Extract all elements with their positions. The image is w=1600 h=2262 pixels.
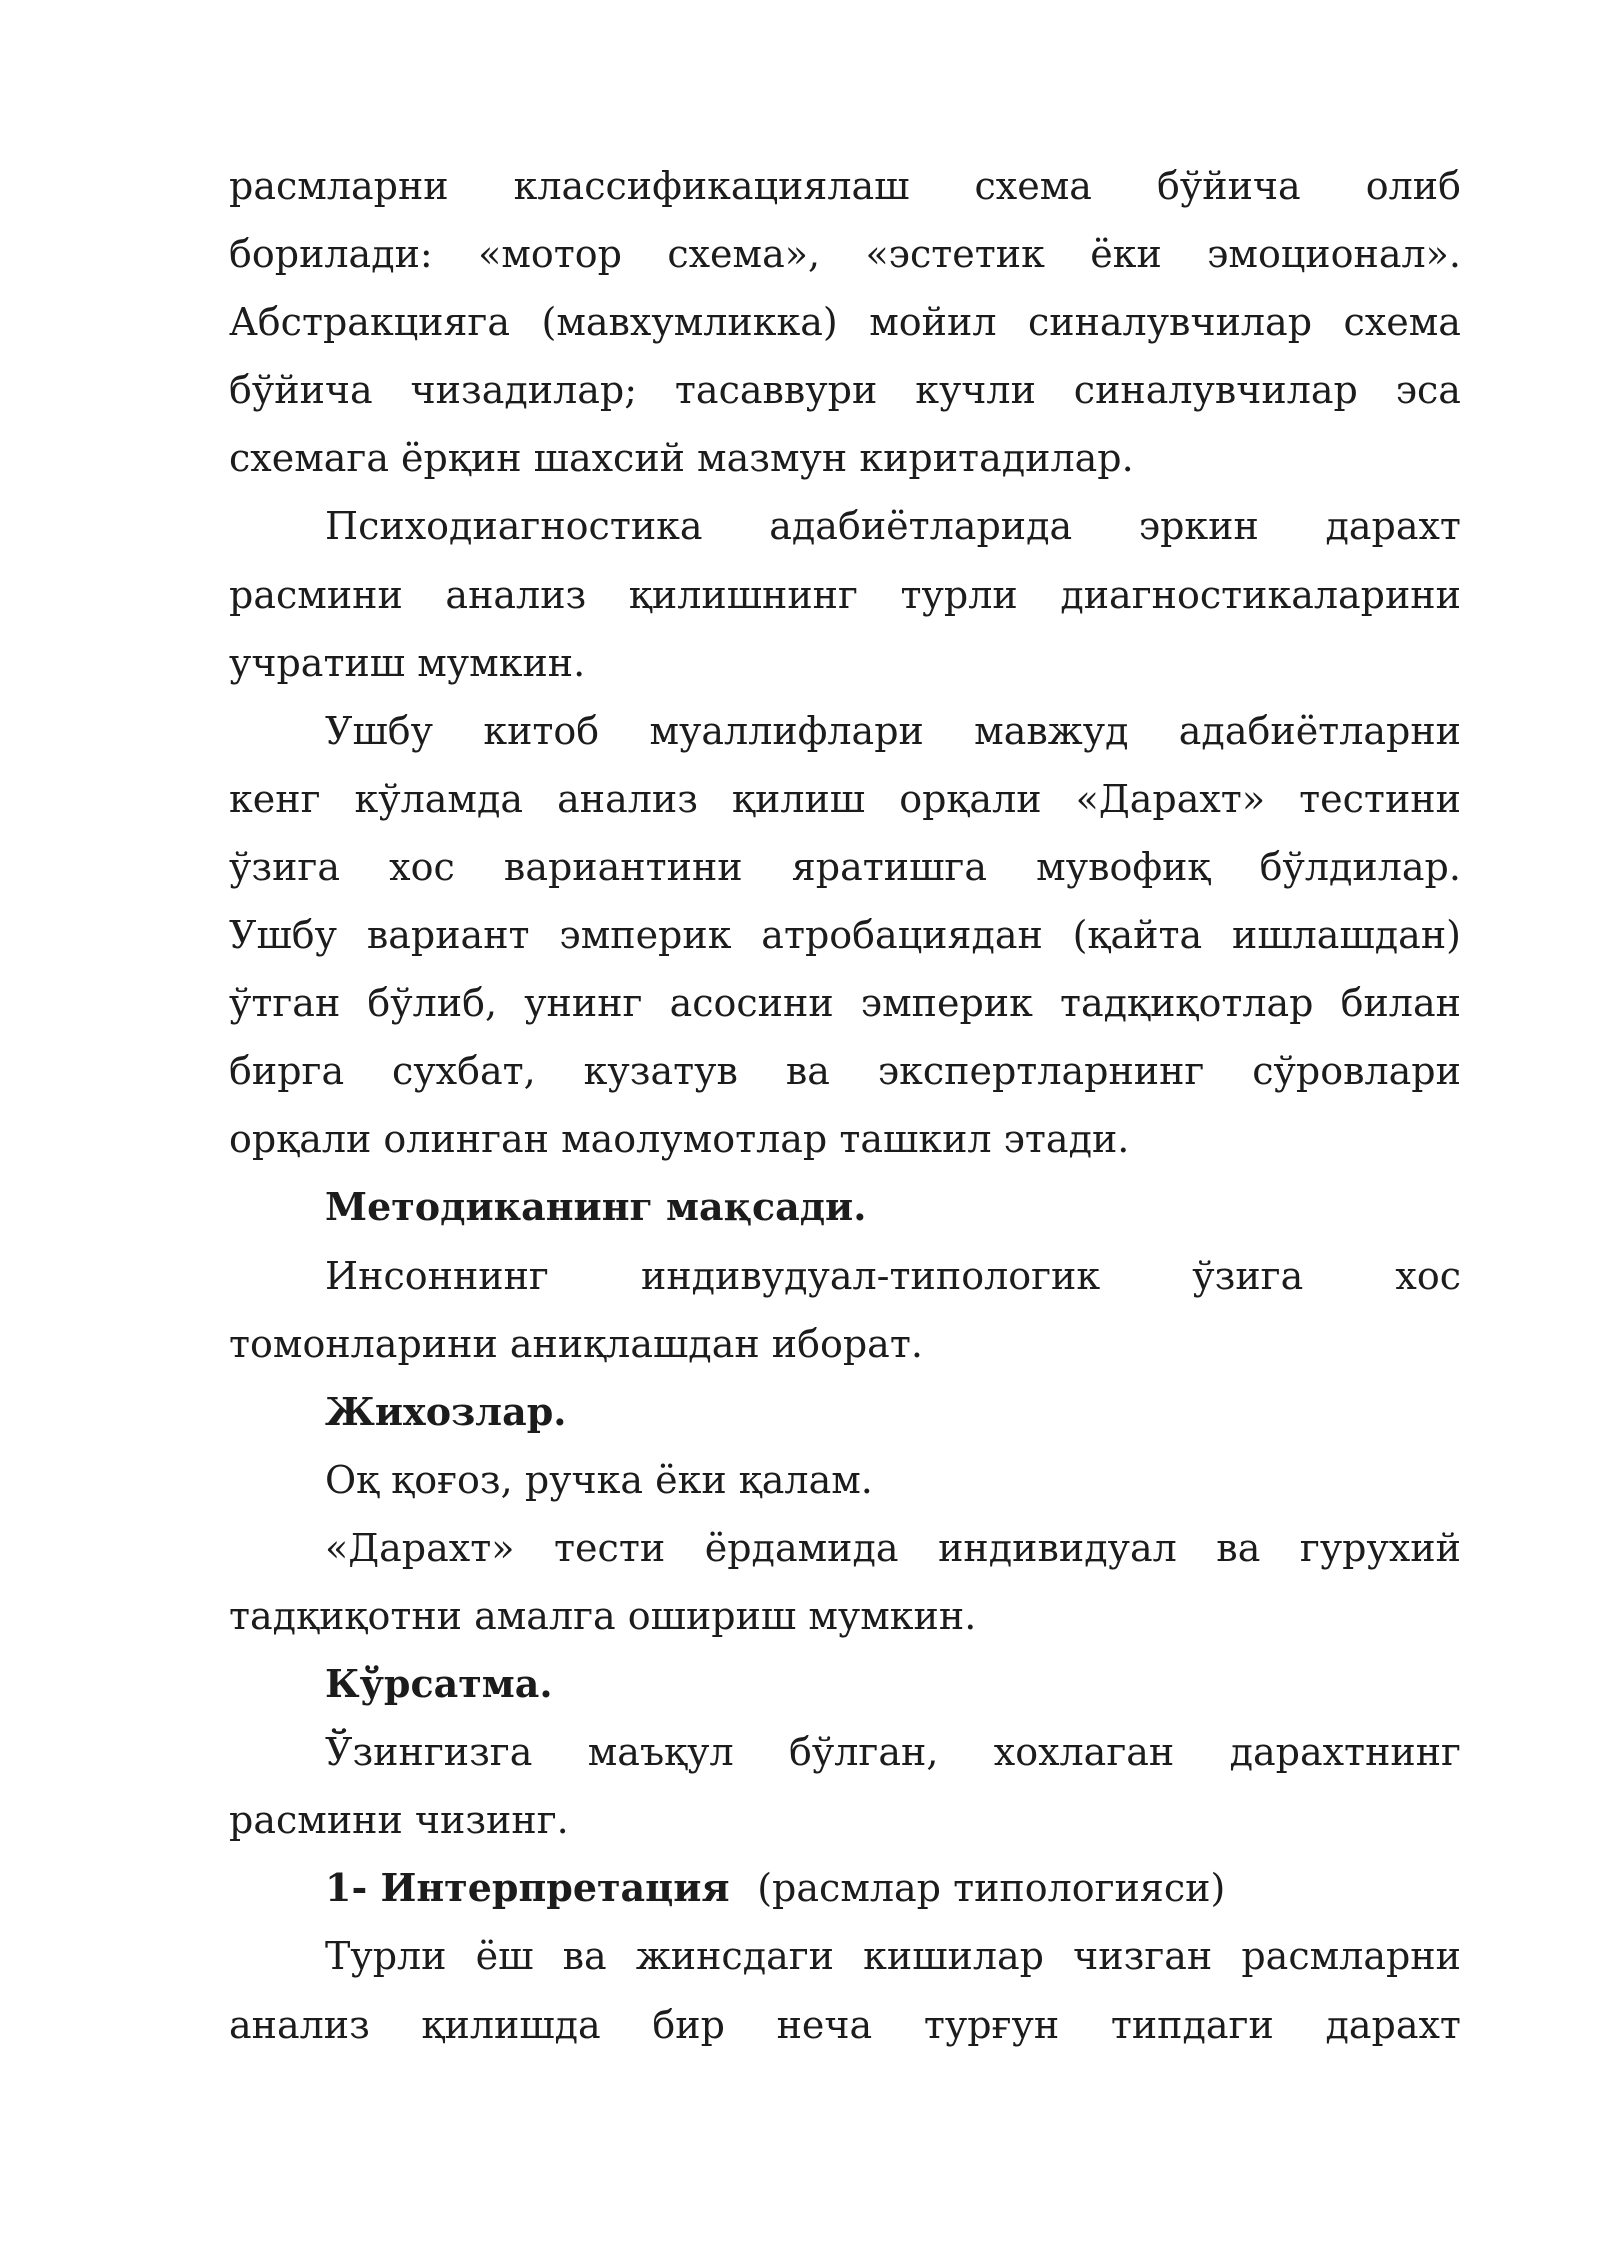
text-line: Турли ёш ва жинсдаги кишилар чизган расмларни [325, 1934, 1461, 1979]
text-line: Ушбу китоб муаллифлари мавжуд адабиётларни [325, 708, 1461, 753]
text-line: Абстракцияга (мавхумликка) мойил синалувчилар схема [229, 300, 1461, 345]
section-heading [229, 1173, 1461, 1241]
text-line: Методиканинг мақсади. [325, 1184, 867, 1230]
text-line: расмини анализ қилишнинг турли диагностикаларини [229, 572, 1461, 617]
text-line: Психодиагностика адабиётларида эркин дарахт [325, 504, 1461, 549]
text-line: Ўзингизга маъқул бўлган, хохлаган дарахтнинг [325, 1730, 1461, 1775]
text-line: расмларни классификациялаш схема бўйича олиб [229, 164, 1461, 208]
paragraph [229, 492, 1461, 696]
text-line: ўзига хос вариантини яратишга мувофиқ бўлдилар. [229, 844, 1461, 889]
text-line: Ушбу вариант эмперик атробациядан (қайта ишлашдан) [229, 913, 1461, 958]
body-text [229, 152, 1461, 2059]
text-line: бўйича чизадилар; тасаввури кучли синалувчилар эса [229, 368, 1461, 413]
text-line: бирга сухбат, кузатув ва экспертларнинг сўровлари [229, 1049, 1461, 1094]
text-line: тадқиқотни амалга ошириш мумкин. [229, 1593, 977, 1638]
text-line: Кўрсатма. [325, 1661, 553, 1707]
paragraph [229, 1242, 1461, 1378]
section-heading [229, 1378, 1461, 1446]
paragraph [229, 697, 1461, 1174]
text-line: схемага ёрқин шахсий мазмун киритадилар. [229, 436, 1134, 481]
text-line: Оқ қоғоз, ручка ёки қалам. [325, 1457, 873, 1502]
heading-number-title: 1- Интерпретация [325, 1865, 730, 1911]
text-line: учратиш мумкин. [229, 640, 586, 685]
text-line: «Дарахт» тести ёрдамида индивидуал ва гурухий [325, 1525, 1461, 1570]
text-line: расмини чизинг. [229, 1798, 569, 1843]
paragraph [229, 1446, 1461, 1514]
paragraph [229, 1922, 1461, 2058]
text-line: томонларини аниқлашдан иборат. [229, 1321, 923, 1366]
paragraph [229, 1514, 1461, 1650]
section-heading [229, 1650, 1461, 1718]
heading-subtitle: (расмлар типологияси) [757, 1866, 1226, 1911]
paragraph [229, 1718, 1461, 1854]
paragraph [229, 152, 1461, 492]
text-line: борилади: «мотор схема», «эстетик ёки эмоционал». [229, 232, 1461, 277]
text-line: Жихозлар. [325, 1388, 567, 1434]
text-line: анализ қилишда бир неча турғун типдаги дарахт [229, 2002, 1461, 2047]
text-line: Инсоннинг индивудуал-типологик ўзига хос [325, 1253, 1461, 1298]
subsection-heading [229, 1854, 1461, 1922]
text-line [229, 1854, 1461, 1922]
text-line: кенг кўламда анализ қилиш орқали «Дарахт» тестини [229, 776, 1461, 821]
text-line: ўтган бўлиб, унинг асосини эмперик тадқиқотлар билан [229, 981, 1461, 1026]
text-line: орқали олинган маолумотлар ташкил этади. [229, 1117, 1130, 1162]
